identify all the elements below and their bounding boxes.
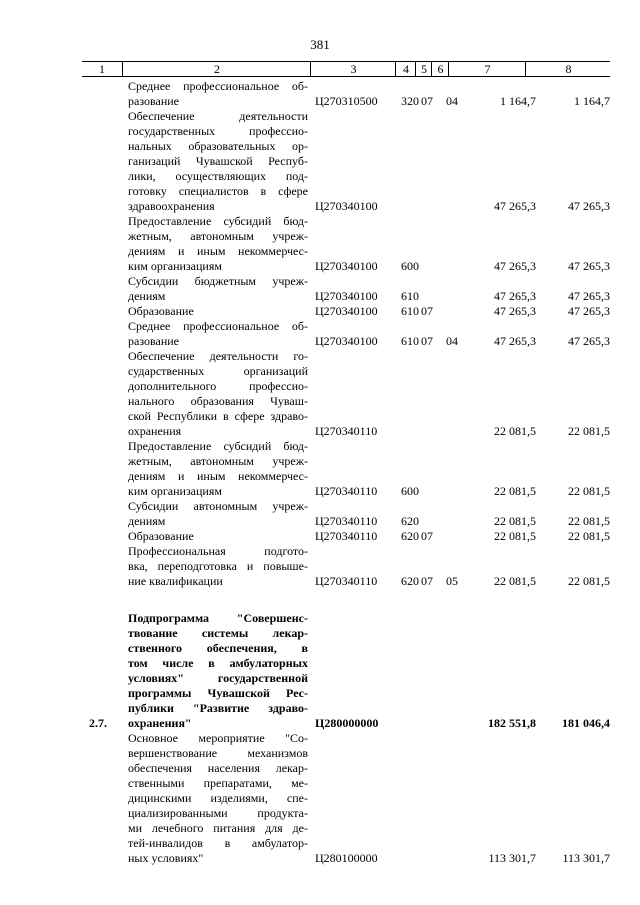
section-code: 07 bbox=[421, 334, 433, 348]
row-name-line: жетным, автономным учреж- bbox=[128, 229, 308, 243]
header-col-2: 2 bbox=[122, 62, 311, 76]
amount-col-7: 22 081,5 bbox=[494, 484, 536, 498]
table-row bbox=[0, 439, 640, 499]
amount-col-8: 47 265,3 bbox=[568, 304, 610, 318]
section-code: 07 bbox=[421, 529, 433, 543]
amount-col-8: 22 081,5 bbox=[568, 424, 610, 438]
row-name bbox=[128, 304, 308, 319]
table-row bbox=[0, 529, 640, 544]
target-code: Ц270340100 bbox=[315, 259, 378, 273]
header-col-4: 4 bbox=[395, 62, 416, 76]
amount-col-7: 22 081,5 bbox=[494, 514, 536, 528]
row-name-line: здравоохранения bbox=[128, 199, 215, 213]
row-name-line: вка, переподготовка и повыше- bbox=[128, 559, 308, 573]
amount-col-8: 47 265,3 bbox=[568, 334, 610, 348]
row-name-line: дениям и иным некоммерчес- bbox=[128, 244, 308, 258]
section-code: 07 bbox=[421, 574, 433, 588]
row-name-line: лики, осуществляющих под- bbox=[128, 169, 308, 183]
row-name-line: ганизаций Чувашской Респуб- bbox=[128, 154, 308, 168]
target-code: Ц270340110 bbox=[315, 424, 378, 438]
table-body bbox=[0, 79, 640, 866]
row-name-line: условиях" государственной bbox=[128, 671, 308, 685]
row-name bbox=[128, 214, 308, 274]
table-header bbox=[82, 61, 610, 77]
row-name-line: том числе в амбулаторных bbox=[128, 656, 308, 670]
row-name-line: ким организациям bbox=[128, 484, 222, 498]
table-row bbox=[0, 79, 640, 109]
row-name-line: нального образования Чуваш- bbox=[128, 394, 308, 408]
amount-col-8: 181 046,4 bbox=[562, 716, 610, 730]
row-name-line: Образование bbox=[128, 529, 194, 543]
expense-type: 610 bbox=[401, 304, 419, 318]
amount-col-7: 47 265,3 bbox=[494, 259, 536, 273]
row-name-line: нальных образовательных ор- bbox=[128, 139, 308, 153]
target-code: Ц270340100 bbox=[315, 199, 378, 213]
row-name-line: тей-инвалидов в амбулатор- bbox=[128, 836, 308, 850]
row-name bbox=[128, 274, 308, 304]
expense-type: 620 bbox=[401, 514, 419, 528]
row-number: 2.7. bbox=[89, 716, 107, 730]
row-name-line: Среднее профессиональное об- bbox=[128, 319, 308, 333]
subsection-code: 04 bbox=[446, 334, 458, 348]
amount-col-7: 1 164,7 bbox=[500, 94, 536, 108]
row-name bbox=[128, 439, 308, 499]
amount-col-8: 22 081,5 bbox=[568, 514, 610, 528]
table-row bbox=[0, 214, 640, 274]
target-code: Ц270340110 bbox=[315, 529, 378, 543]
amount-col-7: 22 081,5 bbox=[494, 574, 536, 588]
row-name-line: разование bbox=[128, 94, 179, 108]
row-name-line: сударственных организаций bbox=[128, 364, 308, 378]
row-name-line: обеспечения населения лекар- bbox=[128, 761, 308, 775]
row-name bbox=[128, 109, 308, 214]
table-row bbox=[0, 544, 640, 589]
row-name-line: Среднее профессиональное об- bbox=[128, 79, 308, 93]
row-name-line: Субсидии автономным учреж- bbox=[128, 499, 308, 513]
amount-col-7: 47 265,3 bbox=[494, 304, 536, 318]
amount-col-7: 22 081,5 bbox=[494, 529, 536, 543]
section-code: 07 bbox=[421, 304, 433, 318]
amount-col-8: 22 081,5 bbox=[568, 484, 610, 498]
amount-col-7: 47 265,3 bbox=[494, 289, 536, 303]
target-code: Ц270340100 bbox=[315, 289, 378, 303]
row-name-line: твование системы лекар- bbox=[128, 626, 308, 640]
row-name-line: дениям bbox=[128, 514, 166, 528]
row-name-line: Субсидии бюджетным учреж- bbox=[128, 274, 308, 288]
row-name-line: Предоставление субсидий бюд- bbox=[128, 439, 308, 453]
amount-col-7: 182 551,8 bbox=[488, 716, 536, 730]
section-code: 07 bbox=[421, 94, 433, 108]
row-name-line: Предоставление субсидий бюд- bbox=[128, 214, 308, 228]
amount-col-8: 1 164,7 bbox=[574, 94, 610, 108]
header-col-7: 7 bbox=[448, 62, 526, 76]
row-name-line: программы Чувашской Рес- bbox=[128, 686, 308, 700]
target-code: Ц280100000 bbox=[315, 851, 378, 865]
row-name-line: ким организациям bbox=[128, 259, 222, 273]
row-name-line: ственного обеспечения, в bbox=[128, 641, 308, 655]
header-col-3: 3 bbox=[310, 62, 396, 76]
table-row bbox=[0, 319, 640, 349]
row-name-line: дицинскими изделиями, спе- bbox=[128, 791, 308, 805]
table-row bbox=[0, 611, 640, 731]
target-code: Ц270340110 bbox=[315, 484, 378, 498]
row-name bbox=[128, 544, 308, 589]
header-col-6: 6 bbox=[431, 62, 449, 76]
target-code: Ц270340100 bbox=[315, 334, 378, 348]
header-col-1: 1 bbox=[99, 62, 105, 76]
row-name-line: дополнительного профессио- bbox=[128, 379, 308, 393]
table-row bbox=[0, 304, 640, 319]
row-name bbox=[128, 731, 308, 866]
row-name-line: жетным, автономным учреж- bbox=[128, 454, 308, 468]
table-row bbox=[0, 109, 640, 214]
amount-col-7: 22 081,5 bbox=[494, 424, 536, 438]
row-name-line: Основное мероприятие "Со- bbox=[128, 731, 308, 745]
amount-col-8: 22 081,5 bbox=[568, 529, 610, 543]
row-name-line: Обеспечение деятельности го- bbox=[128, 349, 308, 363]
expense-type: 610 bbox=[401, 334, 419, 348]
row-name-line: Подпрограмма "Совершенс- bbox=[128, 611, 308, 625]
header-col-5: 5 bbox=[415, 62, 432, 76]
row-name-line: разование bbox=[128, 334, 179, 348]
target-code: Ц270340100 bbox=[315, 304, 378, 318]
amount-col-8: 47 265,3 bbox=[568, 259, 610, 273]
table-row bbox=[0, 499, 640, 529]
expense-type: 620 bbox=[401, 529, 419, 543]
row-name bbox=[128, 319, 308, 349]
row-name-line: Образование bbox=[128, 304, 194, 318]
row-name-line: публики "Развитие здраво- bbox=[128, 701, 308, 715]
row-name-line: готовку специалистов в сфере bbox=[128, 184, 308, 198]
amount-col-8: 113 301,7 bbox=[562, 851, 610, 865]
row-name bbox=[128, 611, 308, 731]
target-code: Ц270340110 bbox=[315, 574, 378, 588]
expense-type: 600 bbox=[401, 259, 419, 273]
amount-col-8: 47 265,3 bbox=[568, 289, 610, 303]
row-name-line: государственных профессио- bbox=[128, 124, 308, 138]
amount-col-8: 47 265,3 bbox=[568, 199, 610, 213]
page-number: 381 bbox=[310, 37, 330, 52]
row-name-line: Профессиональная подгото- bbox=[128, 544, 308, 558]
row-name-line: ние квалификации bbox=[128, 574, 223, 588]
row-name bbox=[128, 529, 308, 544]
row-name-line: дениям bbox=[128, 289, 166, 303]
expense-type: 320 bbox=[401, 94, 419, 108]
row-name bbox=[128, 349, 308, 439]
subsection-code: 04 bbox=[446, 94, 458, 108]
table-row bbox=[0, 731, 640, 866]
target-code: Ц280000000 bbox=[315, 716, 379, 730]
row-name-line: циализированными продукта- bbox=[128, 806, 308, 820]
amount-col-8: 22 081,5 bbox=[568, 574, 610, 588]
row-name-line: ской Республики в сфере здраво- bbox=[128, 409, 308, 423]
row-name-line: ми лечебного питания для де- bbox=[128, 821, 308, 835]
amount-col-7: 47 265,3 bbox=[494, 334, 536, 348]
row-name-line: ных условиях" bbox=[128, 851, 204, 865]
row-name-line: вершенствование механизмов bbox=[128, 746, 308, 760]
target-code: Ц270340110 bbox=[315, 514, 378, 528]
table-row bbox=[0, 274, 640, 304]
row-name bbox=[128, 499, 308, 529]
amount-col-7: 47 265,3 bbox=[494, 199, 536, 213]
expense-type: 620 bbox=[401, 574, 419, 588]
row-name-line: дениям и иным некоммерчес- bbox=[128, 469, 308, 483]
expense-type: 610 bbox=[401, 289, 419, 303]
table-row bbox=[0, 349, 640, 439]
row-name bbox=[128, 79, 308, 109]
header-col-8: 8 bbox=[525, 62, 611, 76]
row-name-line: ственными препаратами, ме- bbox=[128, 776, 308, 790]
subsection-code: 05 bbox=[446, 574, 458, 588]
target-code: Ц270310500 bbox=[315, 94, 378, 108]
amount-col-7: 113 301,7 bbox=[488, 851, 536, 865]
expense-type: 600 bbox=[401, 484, 419, 498]
row-name-line: Обеспечение деятельности bbox=[128, 109, 308, 123]
row-name-line: охранения bbox=[128, 424, 182, 438]
row-name-line: охранения" bbox=[128, 716, 192, 730]
